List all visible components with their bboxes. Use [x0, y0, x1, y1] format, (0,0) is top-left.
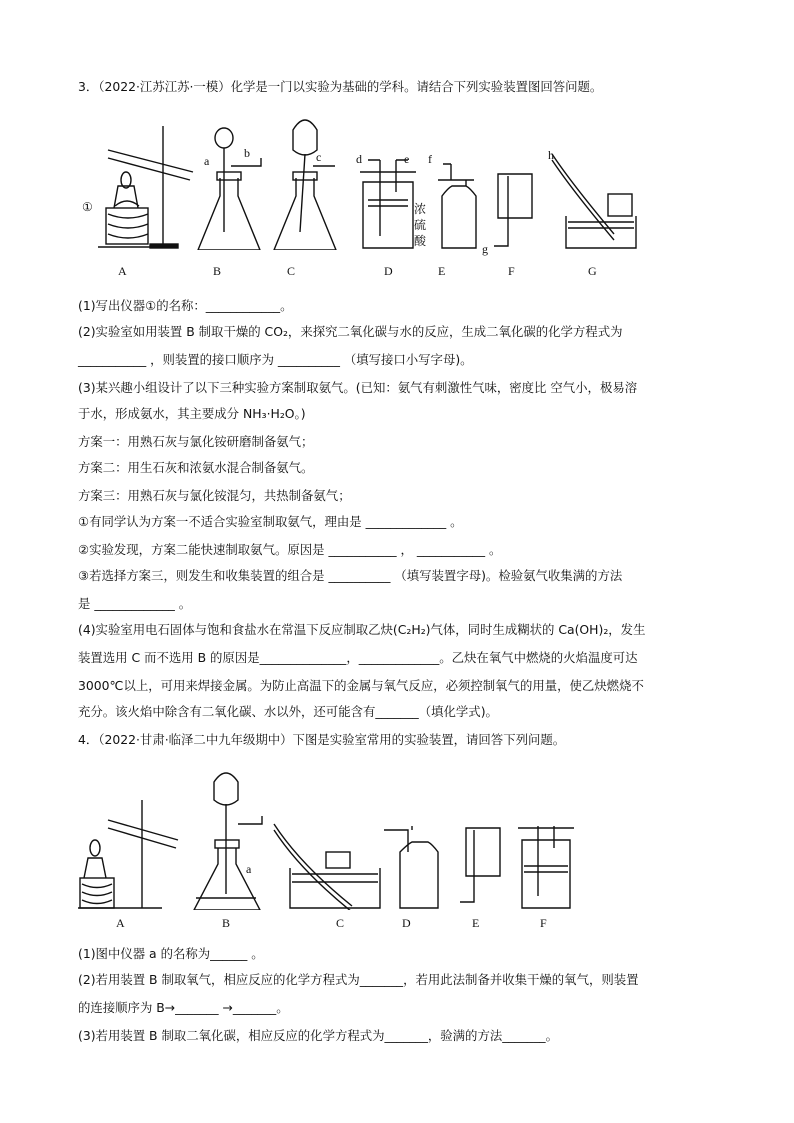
fig1-label-C: C — [287, 264, 296, 278]
acid-label-2: 硫 — [414, 218, 427, 232]
fig1-label-E: E — [438, 264, 446, 278]
q3-line-11: ③若选择方案三，则发生和收集装置的组合是 __________ （填写装置字母)。检验氨气收集满的方法 — [78, 568, 623, 583]
q3-line-7: 方案二：用生石灰和浓氨水混合制备氨气。 — [78, 460, 314, 475]
q3-line-15: 3000℃以上，可用来焊接金属。为防止高温下的金属与氧气反应，必须控制氧气的用量，使乙炔燃烧不 — [78, 678, 644, 693]
q3-line-3: ___________ ，则装置的接口顺序为 __________ （填写接口小写字母)。 — [78, 352, 473, 367]
q4-line-3: 的连接顺序为 B→_______ →_______。 — [78, 1000, 289, 1015]
acid-label-1: 浓 — [414, 202, 427, 216]
q4-line-1: (1)图中仪器 a 的名称为______ 。 — [78, 946, 264, 961]
q3-line-1: (1)写出仪器①的名称：____________。 — [78, 298, 293, 313]
q4-line-4: (3)若用装置 B 制取二氧化碳，相应反应的化学方程式为_______，验满的方法_______。 — [78, 1028, 558, 1043]
q3-apparatus-figure — [78, 110, 638, 250]
fig1-label-A: A — [118, 264, 127, 278]
fig1-label-F: F — [508, 264, 515, 278]
port-label-g: g — [482, 242, 488, 256]
port-label-e: e — [404, 152, 410, 166]
fig2-label-E: E — [472, 916, 480, 930]
q3-line-9: ①有同学认为方案一不适合实验室制取氨气，理由是 _____________ 。 — [78, 514, 463, 529]
q3-line-6: 方案一：用熟石灰与氯化铵研磨制备氨气； — [78, 434, 314, 449]
fig1-label-D: D — [384, 264, 393, 278]
fig2-label-F: F — [540, 916, 547, 930]
fig2-label-C: C — [336, 916, 345, 930]
fig2-label-B: B — [222, 916, 231, 930]
port-label-f: f — [428, 152, 432, 166]
q4-line-2: (2)若用装置 B 制取氧气，相应反应的化学方程式为_______，若用此法制备并收集干燥的氧气，则装置 — [78, 972, 639, 987]
q3-line-4: (3)某兴趣小组设计了以下三种实验方案制取氨气。(已知：氨气有刺激性气味，密度比 空气小，极易溶 — [78, 380, 638, 395]
q4-apparatus-figure — [78, 760, 578, 910]
q3-line-2: (2)实验室如用装置 B 制取干燥的 CO₂，来探究二氧化碳与水的反应，生成二氧化碳的化学方程式为 — [78, 324, 623, 339]
q3-line-10: ②实验发现，方案二能快速制取氨气。原因是 ___________ ， ___________ 。 — [78, 542, 502, 557]
q3-line-12: 是 _____________ 。 — [78, 596, 192, 611]
q4-header: 4．（2022·甘肃·临泽二中九年级期中）下图是实验室常用的实验装置，请回答下列问题。 — [78, 732, 566, 747]
q3-line-5: 于水，形成氨水，其主要成分 NH₃·H₂O。) — [78, 406, 306, 421]
q3-line-13: (4)实验室用电石固体与饱和食盐水在常温下反应制取乙炔(C₂H₂)气体，同时生成糊状的 Ca(OH)₂，发生 — [78, 622, 646, 637]
port-label-d: d — [356, 152, 362, 166]
fig2-label-A: A — [116, 916, 125, 930]
q3-header: 3．（2022·江苏江苏·一模）化学是一门以实验为基础的学科。请结合下列实验装置图回答问题。 — [78, 79, 603, 94]
acid-label-3: 酸 — [414, 234, 427, 248]
q3-line-16: 充分。该火焰中除含有二氧化碳、水以外，还可能含有_______（填化学式)。 — [78, 704, 498, 719]
fig2-label-D: D — [402, 916, 411, 930]
fig1-label-G: G — [588, 264, 597, 278]
q3-line-8: 方案三：用熟石灰与氯化铵混匀，共热制备氨气； — [78, 488, 351, 503]
q3-line-14: 装置选用 C 而不选用 B 的原因是______________，_____________。乙炔在氧气中燃烧的火焰温度可达 — [78, 650, 638, 665]
port-label-a: a — [204, 154, 210, 168]
port-label-c: c — [316, 150, 322, 164]
port-label-b: b — [244, 146, 250, 160]
port-label-h: h — [548, 148, 554, 162]
fig1-label-B: B — [213, 264, 222, 278]
circle-one-marker: ① — [82, 200, 93, 214]
q4-port-label-a: a — [246, 862, 252, 876]
